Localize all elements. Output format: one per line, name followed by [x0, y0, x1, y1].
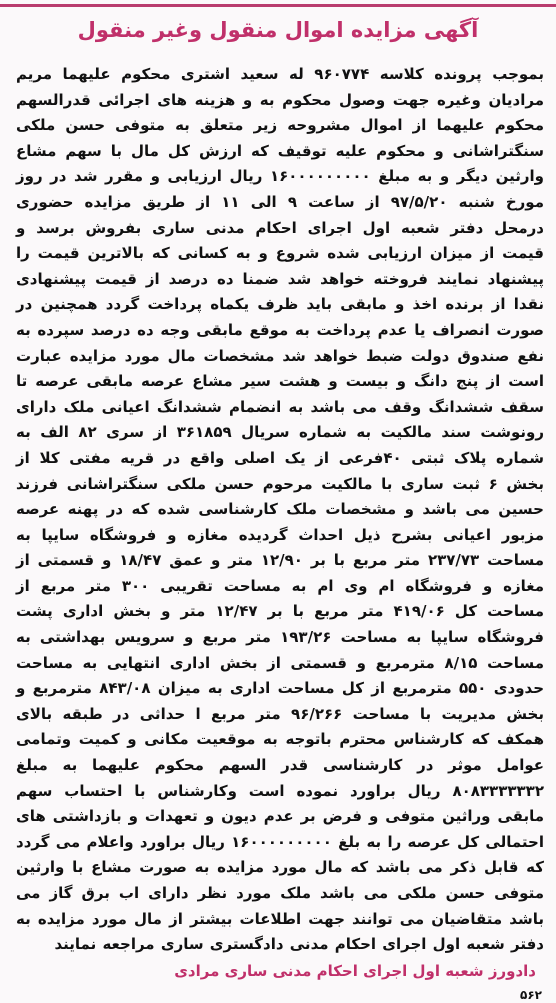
top-divider — [0, 4, 556, 7]
page-number: ۵۶۲ — [520, 988, 542, 1002]
notice-body: بموجب پرونده کلاسه ۹۶۰۷۷۴ له سعید اشتری محکوم علیهما مریم مرادیان وغیره جهت وصول محکوم به و هزینه های اجرائی قدرالسهم محکوم علیهما از اموال مشروحه زیر متعلق به متوفی حسن ملکی سنگتراشانی و محکوم علیه توقیف که ارزش کل مال با سهم مشاع وارثین دیگر و به مبلغ ۱۶۰۰۰۰۰۰۰۰۰ ریال ارزیابی و مقرر شد در روز مورخ شنبه ۹۷/۵/۲۰ از ساعت ۹ الی ۱۱ از طریق مزایده حضوری درمحل دفتر شعبه اول اجرای احکام مدنی ساری بفروش برسد و قیمت از میزان ارزیابی شده شروع و به کسانی که بالاترین قیمت را پیشنهاد نمایند فروخته خواهد شد ضمنا ده درصد از قیمت پیشنهادی نقدا از برنده اخذ و مابقی باید ظرف یکماه پرداخت گردد همچنین در صورت انصراف یا عدم پرداخت به موقع مابقی وجه ده درصد سپرده به نفع صندوق دولت ضبط خواهد شد مشخصات مال مورد مزایده عبارت است از پنج دانگ و بیست و هشت سیر مشاع عرصه مابقی عرصه تا سقف ششدانگ وقف می باشد به انضمام ششدانگ اعیانی ملک دارای رونوشت سند مالکیت به شماره سریال ۳۶۱۸۵۹ از سری ۸۲ الف به شماره پلاک ثبتی ۴۰فرعی از یک اصلی واقع در قریه مفتی کلا از بخش ۶ ثبت ساری با مالکیت مرحوم حسن ملکی سنگتراشانی فرزند حسین می باشد و مشخصات ملک کارشناسی شده که در پهنه عرصه مزبور اعیانی بشرح ذیل احداث گردیده مغازه و فروشگاه سایپا به مساحت ۲۳۷/۷۳ متر مربع با بر ۱۲/۹۰ متر و عمق ۱۸/۴۷ و قسمتی از مغازه و فروشگاه ام وی ام به مساحت تقریبی ۳۰۰ متر مربع از مساحت کل ۴۱۹/۰۶ متر مربع با بر ۱۲/۴۷ متر و بخش اداری پشت فروشگاه سایپا به مساحت ۱۹۳/۲۶ متر مربع و سرویس بهداشتی به مساحت ۸/۱۵ مترمربع و قسمتی از بخش اداری انتهایی به مساحت حدودی ۵۵۰ مترمربع از کل مساحت اداری به میزان ۸۴۳/۰۸ مترمربع و بخش مدیریت با مساحت ۹۶/۲۶۶ متر مربع ا حداثی در طبقه بالای همکف که کارشناس محترم باتوجه به موقعیت مکانی و کمیت وتمامی عوامل موثر در کارشناسی قدر السهم محکوم علیهما به مبلغ ۸۰۸۳۳۳۳۳۳۲ ریال براورد نموده است وکارشناس با احتساب سهم مابقی وراثین متوفی و فرض بر عدم دیون و تعهدات و بازداشتی های احتمالی کل عرصه را به بلغ ۱۶۰۰۰۰۰۰۰۰۰ ریال براورد واعلام می گردد که قابل ذکر می باشد که مال مورد مزایده به صورت مشاع با وارثین متوفی حسن ملکی می باشد ملک مورد نظر دارای اب برق گاز می باشد متقاضیان می توانند جهت اطلاعات بیشتر از مال مورد مزایده به دفتر شعبه اول اجرای احکام مدنی دادگستری ساری مراجعه نمایند — [16, 65, 545, 954]
notice-signature: دادورز شعبه اول اجرای احکام مدنی ساری مرادی — [174, 962, 536, 980]
notice-title: آگهی مزایده اموال منقول وغیر منقول — [77, 18, 479, 42]
